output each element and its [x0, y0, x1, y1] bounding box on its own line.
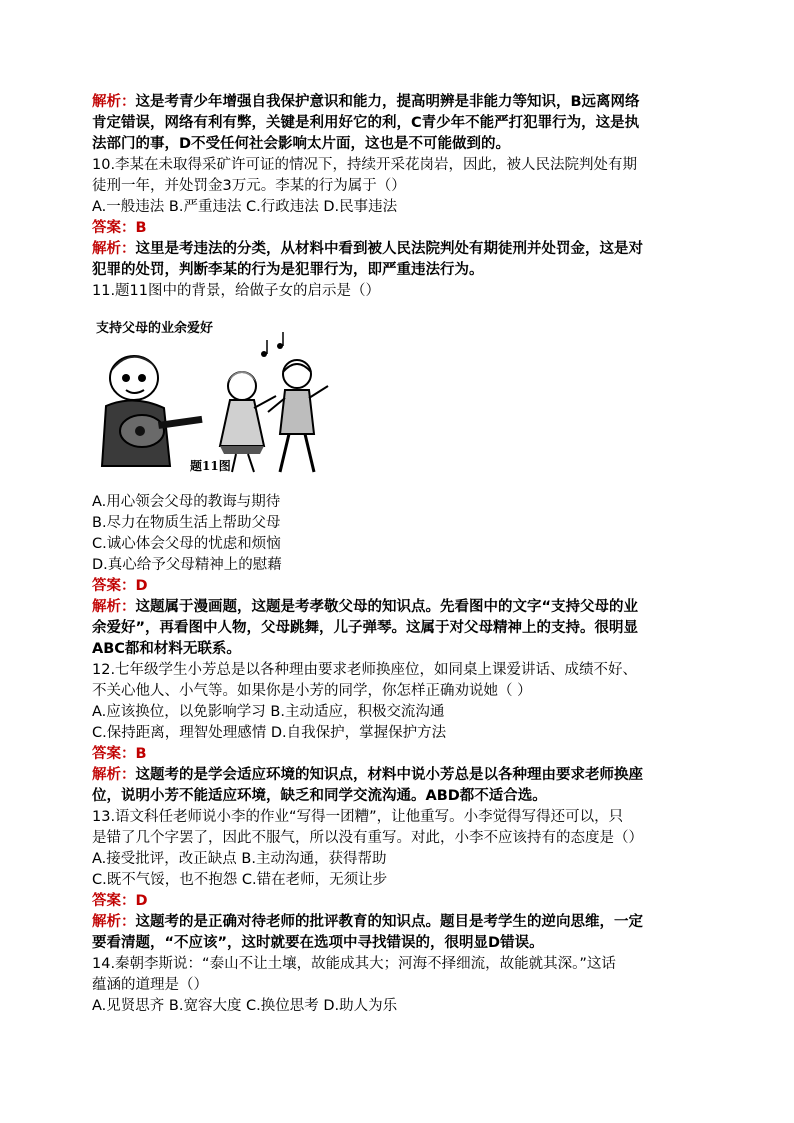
analysis-block [92, 765, 704, 807]
question-line: 不关心他人、小气等。如果你是小芳的同学，你怎样正确劝说她（ ） [92, 683, 532, 699]
question-line: 14.秦朝李斯说：“泰山不让土壤，故能成其大；河海不择细流，故能就其深。”这话 [92, 956, 616, 972]
cartoon-figure [92, 316, 342, 476]
option-line: D.真心给予父母精神上的慰藉 [92, 557, 282, 573]
analysis-label: 解析： [92, 767, 136, 783]
music-note-icon [261, 332, 283, 357]
question-line: 13.语文科任老师说小李的作业“写得一团糟”，让他重写。小李觉得写得还可以，只 [92, 809, 624, 825]
question-11-options [92, 492, 704, 576]
answer-label: 答案： [92, 746, 136, 762]
answer-line [92, 218, 704, 239]
analysis-line: 肯定错误，网络有利有弊，关键是利用好它的利，C青少年不能严打犯罪行为，这是执 [92, 115, 640, 131]
mother-figure [220, 371, 276, 472]
option-line: B.尽力在物质生活上帮助父母 [92, 515, 281, 531]
options-line: A.一般违法 B.严重违法 C.行政违法 D.民事违法 [92, 199, 398, 215]
analysis-line: 解析：这题属于漫画题，这题是考孝敬父母的知识点。先看图中的文字“支持父母的业 [92, 599, 639, 615]
figure-caption-bottom: 题11图 [190, 459, 231, 473]
answer-value: D [135, 893, 148, 909]
options-line: A.接受批评，改正缺点 B.主动沟通，获得帮助 [92, 851, 387, 867]
option-line: C.诚心体会父母的忧虑和烦恼 [92, 536, 281, 552]
analysis-block [92, 92, 704, 155]
option-line: A.用心领会父母的教诲与期待 [92, 494, 281, 510]
options-line: A.见贤思齐 B.宽容大度 C.换位思考 D.助人为乐 [92, 998, 398, 1014]
question-11: 11.题11图中的背景，给做子女的启示是（） [92, 283, 381, 299]
options-line: C.保持距离，理智处理感情 D.自我保护，掌握保护方法 [92, 725, 447, 741]
figure-caption-top: 支持父母的业余爱好 [96, 321, 214, 336]
question-14 [92, 954, 704, 1017]
options-line: C.既不气馁，也不抱怨 C.错在老师，无须让步 [92, 872, 388, 888]
father-figure [268, 360, 328, 472]
analysis-block [92, 239, 704, 281]
question-10 [92, 155, 704, 218]
answer-line [92, 576, 704, 597]
analysis-line: 位，说明小芳不能适应环境，缺乏和同学交流沟通。ABD都不适合选。 [92, 788, 547, 804]
analysis-label: 解析： [92, 94, 136, 110]
son-figure [102, 356, 203, 466]
answer-line [92, 891, 704, 912]
answer-value: B [135, 746, 147, 762]
analysis-line: 余爱好”，再看图中人物，父母跳舞，儿子弹琴。这属于对父母精神上的支持。很明显 [92, 620, 639, 636]
analysis-line: 解析：这题考的是学会适应环境的知识点，材料中说小芳总是以各种理由要求老师换座 [92, 767, 643, 783]
cartoon-illustration [92, 316, 342, 476]
question-line: 徒刑一年，并处罚金3万元。李某的行为属于（） [92, 178, 406, 194]
answer-value: B [135, 220, 147, 236]
analysis-label: 解析： [92, 241, 136, 257]
analysis-line: 要看清题，“不应该”，这时就要在选项中寻找错误的，很明显D错误。 [92, 935, 544, 951]
options-line: A.应该换位，以免影响学习 B.主动适应，积极交流沟通 [92, 704, 445, 720]
question-13 [92, 807, 704, 891]
analysis-line: 解析：这里是考违法的分类，从材料中看到被人民法院判处有期徒刑并处罚金，这是对 [92, 241, 643, 257]
analysis-line: 解析：这是考青少年增强自我保护意识和能力，提高明辨是非能力等知识，B远离网络 [92, 94, 640, 110]
answer-value: D [135, 578, 148, 594]
analysis-line: ABC都和材料无联系。 [92, 641, 241, 657]
analysis-label: 解析： [92, 599, 136, 615]
answer-label: 答案： [92, 220, 136, 236]
question-line: 蕴涵的道理是（） [92, 977, 208, 993]
answer-label: 答案： [92, 578, 136, 594]
analysis-line: 法部门的事，D不受任何社会影响太片面，这也是不可能做到的。 [92, 136, 511, 152]
question-12 [92, 660, 704, 744]
analysis-block [92, 912, 704, 954]
question-line: 10.李某在未取得采矿许可证的情况下，持续开采花岗岩，因此，被人民法院判处有期 [92, 157, 638, 173]
document-page [92, 92, 704, 1017]
answer-line [92, 744, 704, 765]
analysis-block [92, 597, 704, 660]
question-line: 12.七年级学生小芳总是以各种理由要求老师换座位，如同桌上课爱讲话、成绩不好、 [92, 662, 638, 678]
analysis-line: 犯罪的处罚，判断李某的行为是犯罪行为，即严重违法行为。 [92, 262, 484, 278]
analysis-label: 解析： [92, 914, 136, 930]
analysis-line: 解析：这题考的是正确对待老师的批评教育的知识点。题目是考学生的逆向思维，一定 [92, 914, 643, 930]
question-line: 是错了几个字罢了，因此不服气，所以没有重写。对此，小李不应该持有的态度是（） [92, 830, 643, 846]
answer-label: 答案： [92, 893, 136, 909]
